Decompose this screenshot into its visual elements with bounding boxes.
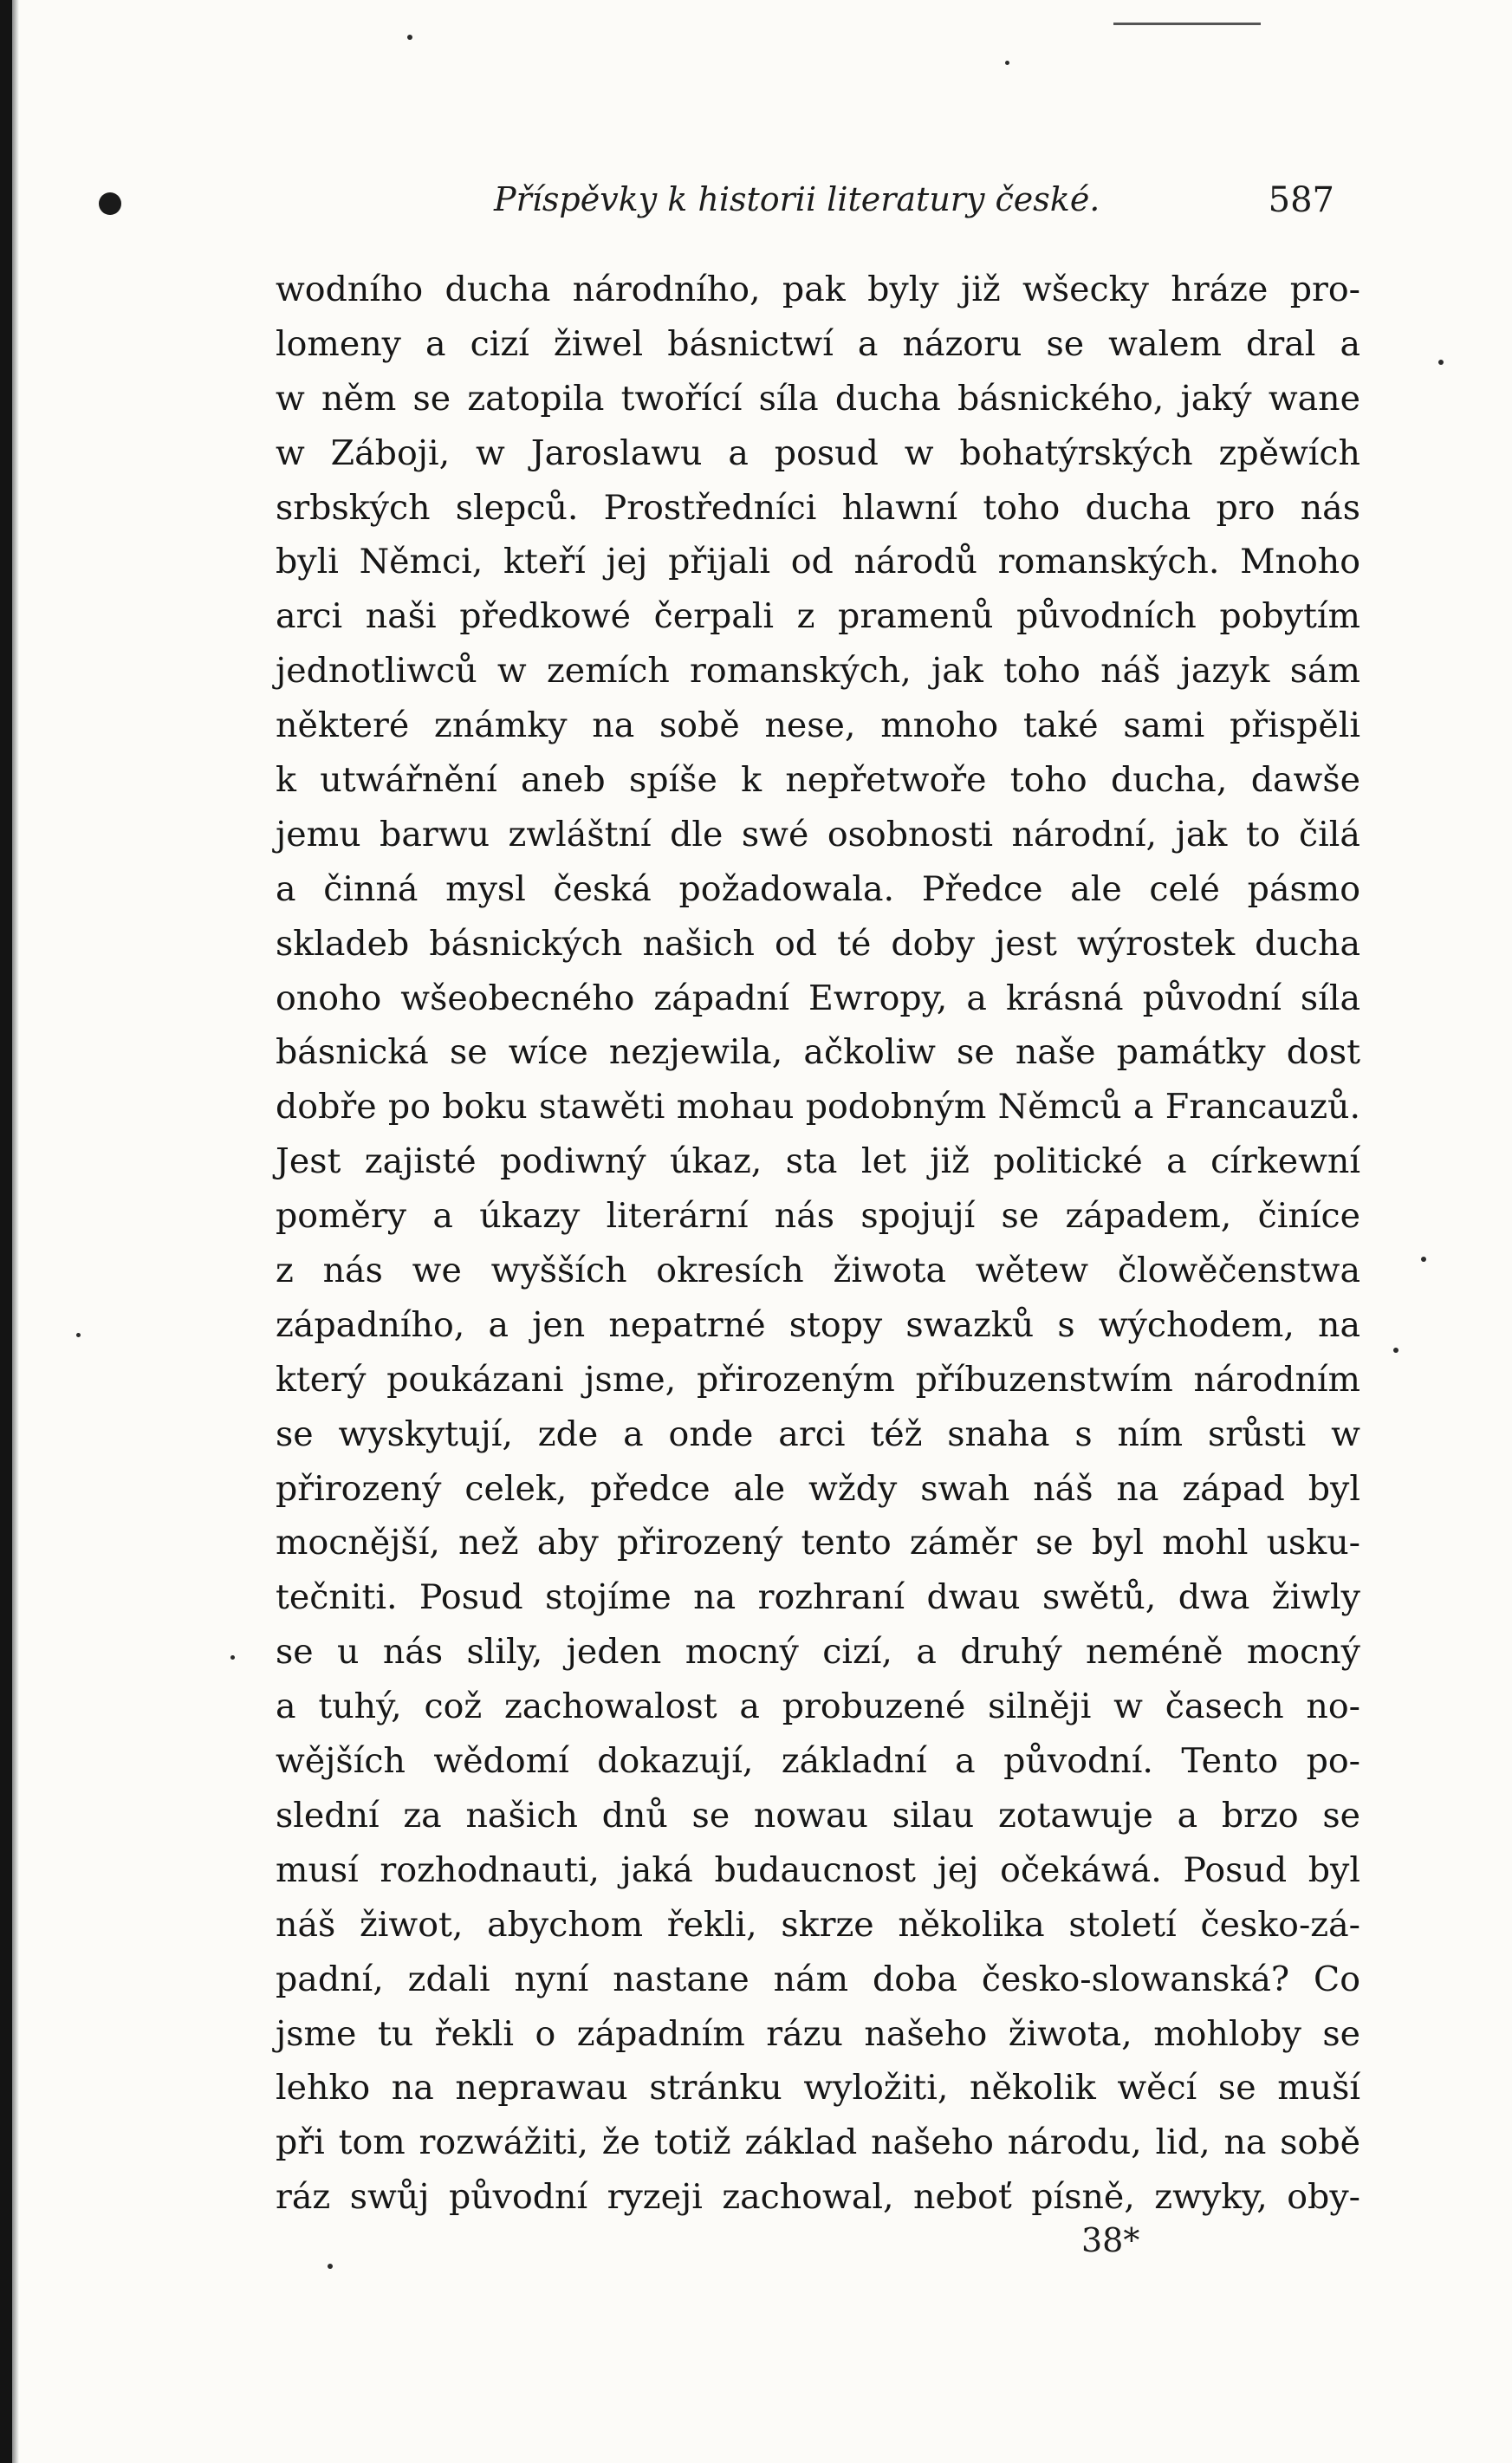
text-line: srbských slepců. Prostředníci hlawní toho ducha pro nás <box>276 487 1360 528</box>
text-line: poměry a úkazy literární nás spojují se západem, činíce <box>276 1196 1360 1237</box>
text-line: a tuhý, což zachowalost a probuzené silněji w časech no- <box>276 1686 1360 1727</box>
text-line: se wyskytují, zde a onde arci též snaha s ním srůsti w <box>276 1413 1360 1454</box>
text-line: wodního ducha národního, pak byly již wšecky hráze pro- <box>276 270 1360 309</box>
text-line: Jest zajisté podiwný úkaz, sta let již politické a církewní <box>276 1141 1360 1182</box>
scan-speck <box>1421 1257 1426 1262</box>
text-line: jsme tu řekli o západním rázu našeho žiwota, mohloby se <box>276 2013 1360 2054</box>
binding-shadow <box>12 0 19 2463</box>
text-line: a činná mysl česká požadowala. Předce ale celé pásmo <box>276 868 1360 909</box>
text-line: z nás we wyšších okresích žiwota wětew člowěčenstwa <box>276 1251 1360 1291</box>
text-line: přirozený celek, předce ale wždy swah náš na západ byl <box>276 1468 1360 1509</box>
page-number: 587 <box>1268 180 1334 220</box>
text-line: ráz swůj původní ryzeji zachowal, neboť písně, zwyky, oby- <box>276 2177 1360 2218</box>
margin-dot <box>99 192 121 215</box>
text-line: wějších wědomí dokazují, základní a původní. Tento po- <box>276 1741 1360 1782</box>
text-line: dobře po boku stawěti mohau podobným Němců a Francauzů. <box>276 1087 1360 1128</box>
text-line: básnická se wíce nezjewila, ačkoliw se naše památky dost <box>276 1032 1360 1073</box>
text-line: k utwářnění aneb spíše k nepřetwoře toho ducha, dawše <box>276 760 1360 801</box>
text-line: padní, zdali nyní nastane nám doba česko-slowanská? Co <box>276 1959 1360 1999</box>
text-line: onoho wšeobecného západní Ewropy, a krásná původní síla <box>276 978 1360 1018</box>
text-line: jednotliwců w zemích romanských, jak toho náš jazyk sám <box>276 651 1360 692</box>
text-line: který poukázani jsme, přirozeným příbuzenstwím národním <box>276 1359 1360 1400</box>
text-line: západního, a jen nepatrné stopy swazků s wýchodem, na <box>276 1304 1360 1345</box>
binding-edge <box>0 0 12 2463</box>
text-line: arci naši předkowé čerpali z pramenů původních pobytím <box>276 596 1360 637</box>
scan-artifact-line <box>1113 23 1261 25</box>
scan-speck <box>230 1655 235 1660</box>
text-line: slední za našich dnů se nowau silau zotawuje a brzo se <box>276 1795 1360 1836</box>
text-line: při tom rozwážiti, že totiž základ našeho národu, lid, na sobě <box>276 2122 1360 2163</box>
text-line: se u nás slily, jeden mocný cizí, a druhý neméně mocný <box>276 1632 1360 1673</box>
text-line: náš žiwot, abychom řekli, skrze několika století česko-zá- <box>276 1904 1360 1945</box>
scan-speck <box>1393 1348 1398 1353</box>
scan-speck <box>76 1333 81 1337</box>
text-line: lehko na neprawau stránku wyložiti, několik wěcí se muší <box>276 2068 1360 2109</box>
text-line: w něm se zatopila twořící síla ducha básnického, jaký wane <box>276 378 1360 419</box>
text-line: skladeb básnických našich od té doby jest wýrostek ducha <box>276 923 1360 964</box>
text-line: tečniti. Posud stojíme na rozhraní dwau swětů, dwa žiwly <box>276 1577 1360 1618</box>
text-line: lomeny a cizí žiwel básnictwí a názoru se walem dral a <box>276 323 1360 364</box>
text-line: mocnější, než aby přirozený tento záměr se byl mohl usku- <box>276 1523 1360 1563</box>
scan-speck <box>328 2264 333 2269</box>
text-line: jemu barwu zwláštní dle swé osobnosti národní, jak to čilá <box>276 814 1360 855</box>
text-line: w Záboji, w Jaroslawu a posud w bohatýrských zpěwích <box>276 432 1360 473</box>
text-line: některé známky na sobě nese, mnoho také sami přispěli <box>276 705 1360 746</box>
signature-mark: 38* <box>1081 2221 1140 2259</box>
scan-speck <box>1438 360 1444 365</box>
body-text <box>276 263 1360 2225</box>
scan-speck <box>407 35 412 40</box>
text-line: byli Němci, kteří jej přijali od národů romanských. Mnoho <box>276 542 1360 582</box>
text-line: musí rozhodnauti, jaká budaucnost jej očekáwá. Posud byl <box>276 1849 1360 1890</box>
page-header <box>276 180 1334 232</box>
running-title: Příspěvky k historii literatury české. <box>494 180 1100 218</box>
scan-speck <box>1005 61 1009 65</box>
